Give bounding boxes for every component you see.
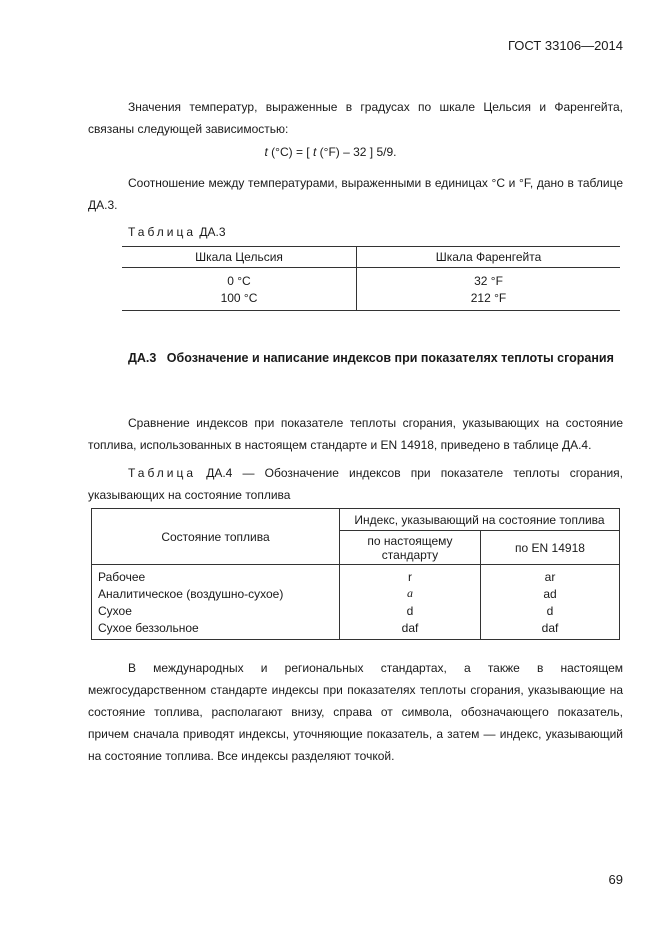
table-header-row (92, 509, 620, 531)
header-index-group: Индекс, указывающий на состояние топлива (340, 509, 620, 531)
cell-index: d (340, 602, 481, 619)
table-row (92, 619, 620, 640)
paragraph-ratio (88, 172, 623, 216)
document-header: ГОСТ 33106—2014 (507, 38, 623, 53)
table-row (122, 268, 620, 290)
cell-index-en: ar (481, 565, 620, 586)
section-title: Обозначение и написание индексов при показателях теплоты сгорания (166, 351, 614, 365)
formula-part: (°C) = [ (267, 145, 313, 159)
header-celsius: Шкала Цельсия (122, 247, 357, 268)
caption-label: Таблица (128, 466, 197, 480)
cell-state: Рабочее (92, 565, 340, 586)
formula (0, 145, 661, 159)
page-number: 69 (608, 872, 623, 887)
cell-index-en: daf (481, 619, 620, 640)
cell-fahrenheit: 212 °F (357, 289, 621, 311)
paragraph-comparison (88, 412, 623, 456)
paragraph-text: В международных и региональных стандартах, а также в настоящем межгосударственном стандарте индексы при показателях теплоты сгорания, указывающие на состояние топлива, располагают внизу, справа от символа, обозначающего показатель, причем сначала приводят индексы, уточняющие показатель, а затем — индекс, указывающий на состояние топлива. Все индексы разделяют точкой. (88, 661, 623, 763)
table-row (92, 602, 620, 619)
table-da4 (91, 508, 620, 640)
cell-fahrenheit: 32 °F (474, 273, 503, 288)
section-heading (88, 346, 623, 370)
cell-index: r (340, 565, 481, 586)
header-this-standard: по настоящему стандарту (340, 531, 481, 565)
paragraph-index-rules (88, 657, 623, 767)
caption-text: ДА.4 — Обозначение индексов при показателе теплоты сгорания, указывающих на состояние топлива (88, 466, 623, 502)
cell-state: Аналитическое (воздушно-сухое) (92, 585, 340, 602)
table-header-row (122, 247, 620, 268)
table-row (92, 585, 620, 602)
header-fahrenheit: Шкала Фаренгейта (357, 247, 621, 268)
cell-celsius: 100 °C (122, 289, 357, 311)
caption-number: ДА.3 (199, 225, 226, 239)
cell-state: Сухое (92, 602, 340, 619)
paragraph-temperature-intro (88, 96, 623, 140)
table3-caption (128, 225, 226, 239)
header-en14918: по EN 14918 (481, 531, 620, 565)
caption-label: Таблица (128, 225, 197, 239)
cell-celsius: 0 °C (122, 268, 357, 290)
cell-index: daf (340, 619, 481, 640)
cell-index: a (340, 585, 481, 602)
formula-part: (°F) – 32 ] 5/9. (316, 145, 397, 159)
paragraph-text: Соотношение между температурами, выраженными в единицах °C и °F, дано в таблице ДА.3. (88, 176, 623, 212)
section-number: ДА.3 (128, 351, 157, 365)
table-row (92, 565, 620, 586)
table4-caption (88, 462, 623, 506)
table-row (122, 289, 620, 311)
cell-index-en: d (481, 602, 620, 619)
table-da3 (122, 246, 620, 311)
header-fuel-state: Состояние топлива (92, 509, 340, 565)
formula-var: t (264, 145, 268, 159)
cell-state: Сухое беззольное (92, 619, 340, 640)
cell-index-en: ad (481, 585, 620, 602)
formula-var: t (312, 145, 317, 159)
paragraph-text: Сравнение индексов при показателе теплоты сгорания, указывающих на состояние топлива, использованных в настоящем стандарте и EN 14918, приведено в таблице ДА.4. (88, 416, 623, 452)
paragraph-text: Значения температур, выраженные в градусах по шкале Цельсия и Фаренгейта, связаны следующей зависимостью: (88, 100, 623, 136)
